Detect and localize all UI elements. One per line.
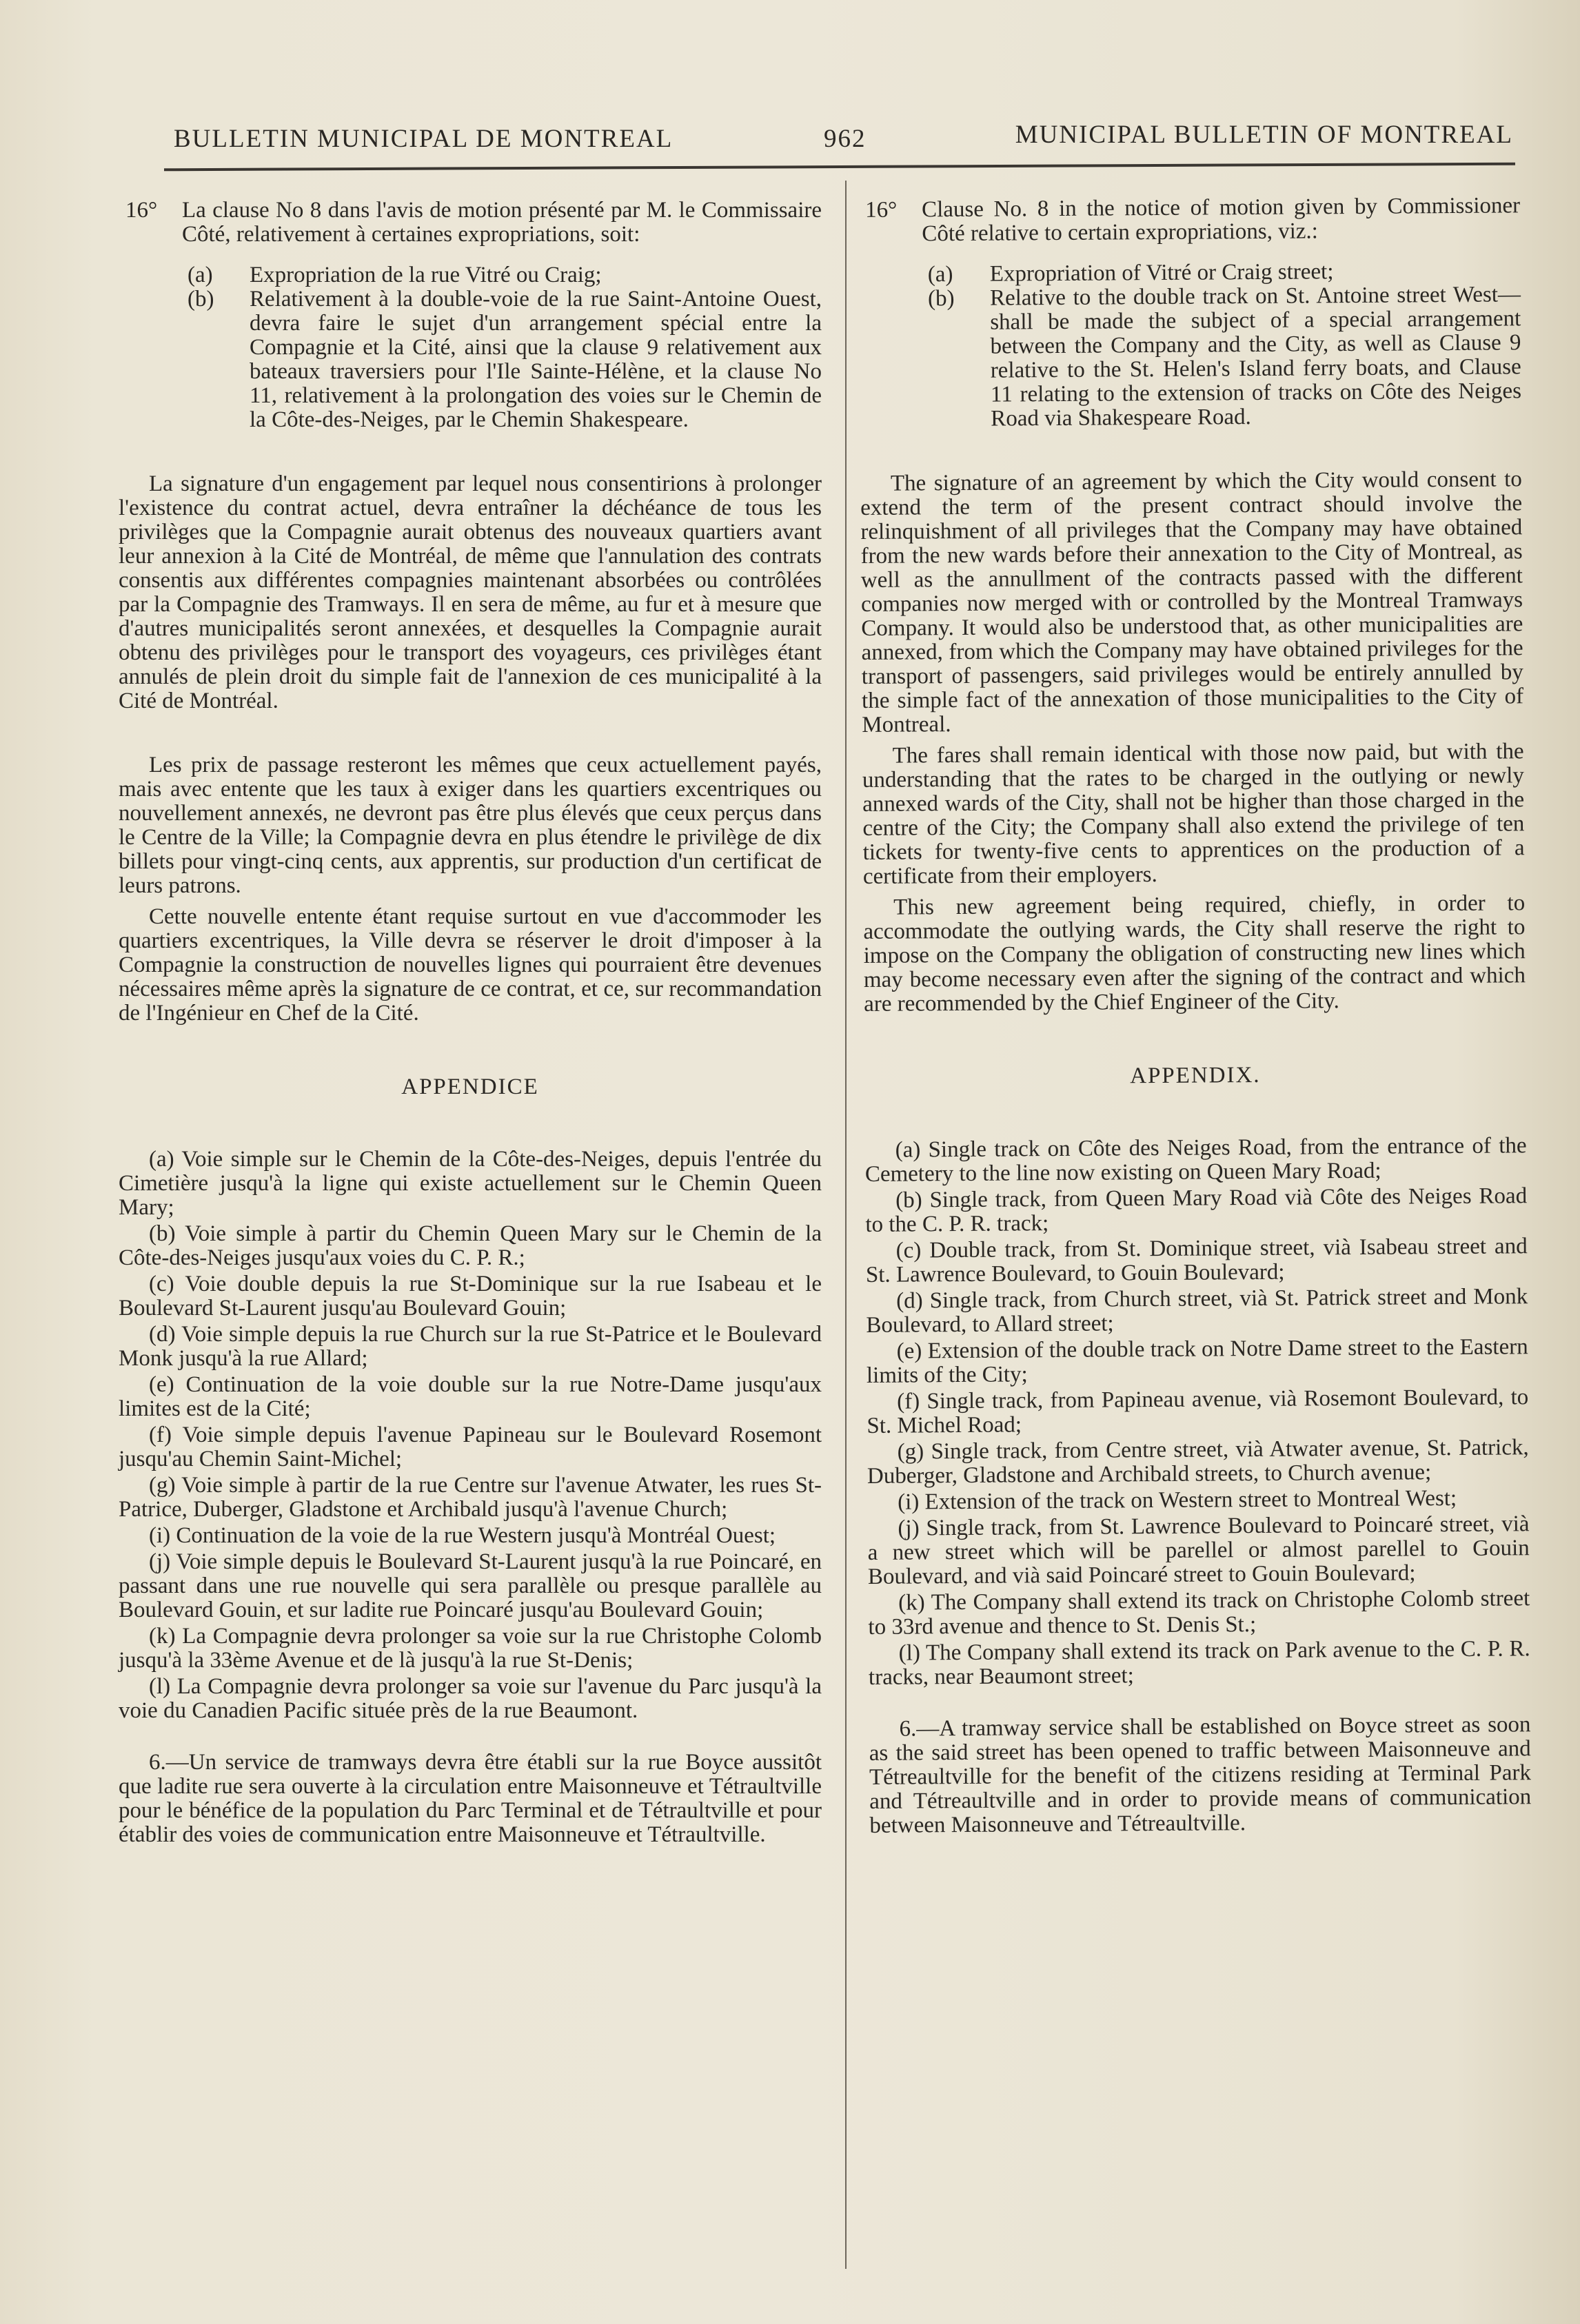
- sub-item-label: (b): [188, 287, 214, 312]
- paragraph-signature-en: The signature of an agreement by which the City would consent to extend the term of the present contract should involve the relinquishment of all privileges that the Company may have obtained from the new wards before their annexation to the City of Montreal, as well as the annullment of the contracts passed with the different companies now merged with or controlled by the Montreal Tramways Company. It would also be understood that, as other municipalities are annexed, from which the Company may have obtained privileges for the transport of passengers, said privileges would be entirely annulled by the simple fact of the annexation of those municipalities to the City of Montreal.: [860, 467, 1524, 737]
- paragraph-agreement-fr: Cette nouvelle entente étant requise surtout en vue d'accommoder les quartiers excentriques, la Ville devra se réserver le droit d'imposer à la Compagnie la construction de nouvelles lignes qui pourraient être devenues nécessaires même après la signature de ce contrat, et ce, sur recommandation de l'Ingénieur en Chef de la Cité.: [119, 904, 822, 1026]
- clause-text: La clause No 8 dans l'avis de motion présenté par M. le Commissaire Côté, relativement à certaines expropriations, soit:: [182, 198, 822, 247]
- appendix-list-fr: [119, 1148, 822, 1723]
- appendix-item: (g) Voie simple à partir de la rue Centre sur l'avenue Atwater, les rues St-Patrice, Duberger, Gladstone et Archibald jusqu'à l'avenue Church;: [119, 1473, 822, 1522]
- appendix-list-en: [865, 1134, 1531, 1690]
- appendix-item: (b) Single track, from Queen Mary Road vià Côte des Neiges Road to the C. P. R. track;: [865, 1183, 1528, 1237]
- appendix-item: (i) Extension of the track on Western street to Montreal West;: [898, 1485, 1457, 1515]
- page-header: [159, 116, 1513, 157]
- clause-16-fr: [119, 198, 822, 247]
- paragraph-fares-fr: Les prix de passage resteront les mêmes que ceux actuellement payés, mais avec entente que les taux à exiger dans les quartiers excentriques ou nouvellement annexés, ne devront pas être plus élevés que ceux perçus dans le Centre de la Ville; la Compagnie devra en plus étendre le privilège de dix billets pour vingt-cinq cents, aux apprentis, sur production d'un certificat de leurs patrons.: [119, 753, 822, 898]
- section-6-fr: 6.—Un service de tramways devra être établi sur la rue Boyce aussitôt que ladite rue sera ouverte à la circulation entre Maisonneuve et Tétraultville pour le bénéfice de la population du Parc Terminal et de Tétraultville et pour établir des voies de communication entre Maisonneuve et Tétraultville.: [119, 1750, 822, 1847]
- paragraph-signature-fr: La signature d'un engagement par lequel nous consentirions à prolonger l'existence du contrat actuel, devra entraîner la déchéance de tous les privilèges que la Compagnie aurait obtenus des nouveaux quartiers avant leur annexion à la Cité de Montréal, de même que l'annulation des contrats consentis aux différentes compagnies maintenant absorbées ou contrôlées par la Compagnie des Tramways. Il en sera de même, au fur et à mesure que d'autres municipalités seront annexées, et desquelles la Compagnie aurait obtenu des privilèges pour le transport des voyageurs, ces privilèges étant annulés de plein droit du simple fait de l'annexion de ces municipalité à la Cité de Montréal.: [119, 471, 822, 713]
- appendix-item: (c) Voie double depuis la rue St-Dominique sur la rue Isabeau et le Boulevard St-Laurent jusqu'au Boulevard Gouin;: [119, 1272, 822, 1321]
- paragraph-fares-en: The fares shall remain identical with those now paid, but with the understanding that the rates to be charged in the outlying or newly annexed wards of the City, shall not be higher than those charged in the centre of the City; the Company shall also extend the privilege of ten tickets for twenty-five cents to apprentices on the production of a certificate from their employers.: [862, 739, 1525, 889]
- appendix-heading-en: APPENDIX.: [1130, 1062, 1261, 1089]
- appendix-item: (f) Voie simple depuis l'avenue Papineau sur le Boulevard Rosemont jusqu'au Chemin Saint-Michel;: [119, 1423, 822, 1471]
- appendix-item: (a) Voie simple sur le Chemin de la Côte-des-Neiges, depuis l'entrée du Cimetière jusqu'à la ligne qui existe actuellement sur le Chemin Queen Mary;: [119, 1147, 822, 1220]
- sub-item-text: Expropriation of Vitré or Craig street;: [989, 259, 1334, 287]
- appendix-item: (e) Continuation de la voie double sur la rue Notre-Dame jusqu'aux limites est de la Cité;: [119, 1372, 822, 1421]
- page-number: 962: [824, 125, 867, 153]
- section-6-en: 6.—A tramway service shall be established on Boyce street as soon as the said street has been opened to traffic between Maisonneuve and Tétreaultville for the benefit of the citizens residing at Terminal Park and Tétreaultville and in order to provide means of communication between Maisonneuve and Tétreaultville.: [869, 1712, 1532, 1838]
- appendix-item: (c) Double track, from St. Dominique street, vià Isabeau street and St. Lawrence Boulevard, to Gouin Boulevard;: [865, 1234, 1528, 1287]
- appendix-item: (j) Voie simple depuis le Boulevard St-Laurent jusqu'à la rue Poincaré, en passant dans une rue nouvelle qui sera parallèle ou presque parallèle au Boulevard Gouin, et sur ladite rue Poincaré jusqu'au Boulevard Gouin;: [119, 1549, 822, 1622]
- clause-text: Clause No. 8 in the notice of motion given by Commissioner Côté relative to certain expropriations, viz.:: [921, 193, 1521, 247]
- sub-item-b-fr: [119, 287, 822, 432]
- sub-item-label: (b): [927, 286, 955, 312]
- clause-16-en: [858, 194, 1520, 247]
- sub-item-a-fr: [119, 263, 822, 287]
- sub-item-text: Expropriation de la rue Vitré ou Craig;: [250, 263, 602, 287]
- sub-item-label: (a): [188, 263, 213, 287]
- appendix-item: (d) Single track, from Church street, vià St. Patrick street and Monk Boulevard, to Allard street;: [866, 1284, 1528, 1338]
- appendix-item: (j) Single track, from St. Lawrence Boulevard to Poincaré street, vià a new street which will be parellel or almost parellel to Gouin Boulevard, and vià said Poincaré street to Gouin Boulevard;: [867, 1511, 1530, 1589]
- clause-number: 16°: [864, 197, 898, 223]
- appendix-item: (l) La Compagnie devra prolonger sa voie sur l'avenue du Parc jusqu'à la voie du Canadien Pacific située près de la rue Beaumont.: [119, 1674, 822, 1723]
- clause-number: 16°: [125, 198, 158, 223]
- column-divider: [845, 181, 847, 2269]
- sub-item-text: Relativement à la double-voie de la rue Saint-Antoine Ouest, devra faire le sujet d'un arrangement spécial entre la Compagnie et la Cité, ainsi que la clause 9 relativement aux bateaux traversiers pour l'Ile Sainte-Hélène, et la clause No 11, relativement à la prolongation des voies sur le Chemin de la Côte-des-Neiges, par le Chemin Shakespeare.: [250, 287, 822, 432]
- header-title-fr: BULLETIN MUNICIPAL DE MONTREAL: [174, 125, 673, 153]
- header-rule: [164, 163, 1515, 172]
- sub-item-label: (a): [927, 262, 953, 287]
- french-column: [119, 198, 822, 1847]
- appendix-item: (i) Continuation de la voie de la rue Western jusqu'à Montréal Ouest;: [149, 1523, 776, 1548]
- appendix-item: (d) Voie simple depuis la rue Church sur la rue St-Patrice et le Boulevard Monk jusqu'à la rue Allard;: [119, 1322, 822, 1371]
- header-title-en: MUNICIPAL BULLETIN OF MONTREAL: [1015, 121, 1513, 149]
- appendix-item: (e) Extension of the double track on Notre Dame street to the Eastern limits of the City;: [866, 1334, 1528, 1388]
- appendix-item: (b) Voie simple à partir du Chemin Queen Mary sur le Chemin de la Côte-des-Neiges jusqu'aux voies du C. P. R.;: [119, 1221, 822, 1270]
- sub-item-text: Relative to the double track on St. Antoine street West—shall be made the subject of a special arrangement between the Company and the City, as well as Clause 9 relative to the St. Helen's Island ferry boats, and Clause 11 relating to the extension of tracks on Côte des Neiges Road via Shakespeare Road.: [989, 282, 1522, 431]
- english-column: [858, 194, 1532, 1838]
- appendix-item: (k) The Company shall extend its track on Christophe Colomb street to 33rd avenue and thence to St. Denis St.;: [868, 1586, 1530, 1640]
- appendix-item: (g) Single track, from Centre street, vià Atwater avenue, St. Patrick, Duberger, Gladstone and Archibald streets, to Church avenue;: [867, 1435, 1529, 1489]
- sub-item-b-en: [859, 283, 1521, 432]
- appendix-item: (f) Single track, from Papineau avenue, vià Rosemont Boulevard, to St. Michel Road;: [867, 1385, 1529, 1438]
- appendix-item: (l) The Company shall extend its track on Park avenue to the C. P. R. tracks, near Beaumont street;: [868, 1636, 1530, 1690]
- paragraph-agreement-en: This new agreement being required, chiefly, in order to accommodate the outlying wards, the City shall reserve the right to impose on the Company the obligation of constructing new lines which may become necessary even after the signing of the contract and which are recommended by the Chief Engineer of the City.: [863, 890, 1526, 1017]
- appendix-item: (a) Single track on Côte des Neiges Road, from the entrance of the Cemetery to the line now existing on Queen Mary Road;: [864, 1133, 1527, 1187]
- appendix-item: (k) La Compagnie devra prolonger sa voie sur la rue Christophe Colomb jusqu'à la 33ème Avenue et de là jusqu'à la rue St-Denis;: [119, 1624, 822, 1673]
- appendix-heading-fr: APPENDICE: [401, 1074, 539, 1099]
